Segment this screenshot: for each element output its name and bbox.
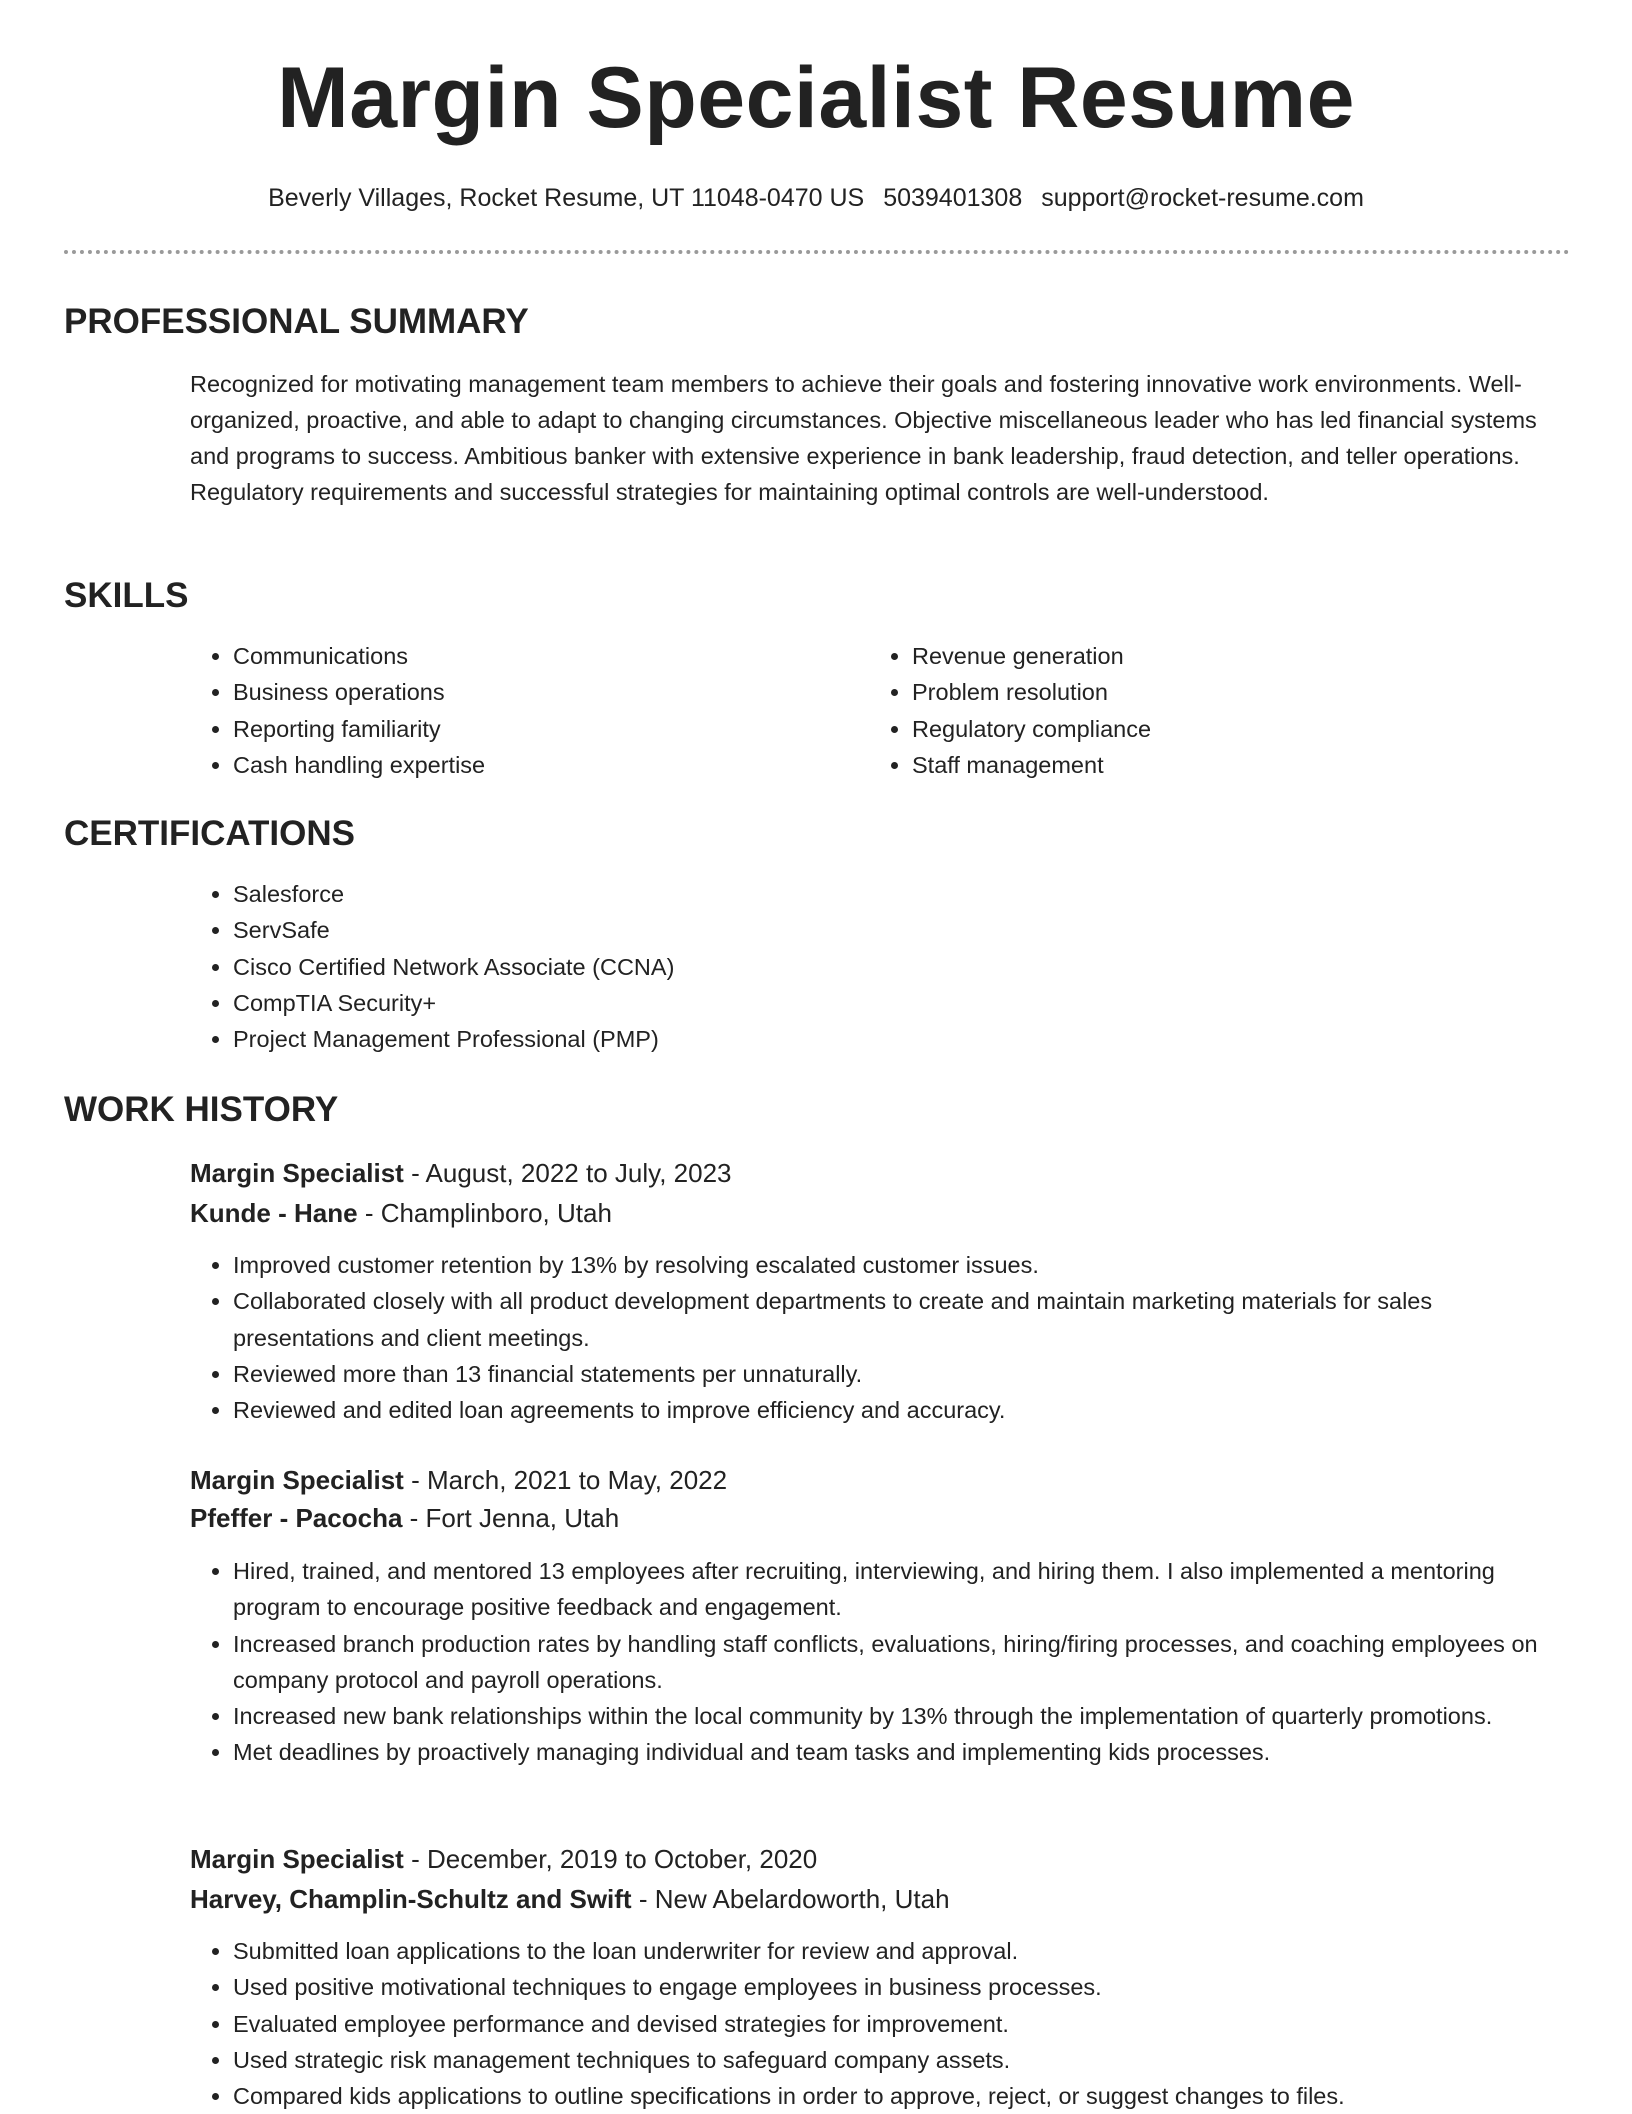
job-company-line [190, 1505, 619, 1531]
contact-address: Beverly Villages, Rocket Resume, UT 11048-0470 US [268, 184, 865, 212]
job-bullets [190, 1247, 1569, 1428]
section-title-skills: SKILLS [64, 576, 189, 615]
list-item: • Increased new bank relationships within the local community by 13% through the implementation of quarterly promotions. [233, 1698, 1569, 1734]
job-dates: - March, 2021 to May, 2022 [411, 1465, 728, 1495]
job-location: - Fort Jenna, Utah [409, 1503, 620, 1533]
list-item: • Compared kids applications to outline specifications in order to approve, reject, or suggest changes to files. [233, 2078, 1569, 2114]
resume-title: Margin Specialist Resume [277, 50, 1355, 146]
job-company: Harvey, Champlin-Schultz and Swift [190, 1884, 632, 1914]
list-item: • Revenue generation [912, 638, 1532, 674]
list-item: • Evaluated employee performance and devised strategies for improvement. [233, 2006, 1569, 2042]
list-item: • Used positive motivational techniques to engage employees in business processes. [233, 1969, 1569, 2005]
job-role: Margin Specialist [190, 1844, 404, 1874]
contact-email: support@rocket-resume.com [1041, 184, 1364, 212]
job-company: Pfeffer - Pacocha [190, 1503, 403, 1533]
job-company-line [190, 1886, 950, 1912]
list-item: • Business operations [233, 674, 853, 710]
list-item: • Collaborated closely with all product development departments to create and maintain marketing materials for sales presentations and client meetings. [233, 1283, 1569, 1356]
contact-line [0, 184, 1632, 213]
job-bullets [190, 1933, 1569, 2114]
job-role: Margin Specialist [190, 1158, 404, 1188]
list-item: • Reviewed and edited loan agreements to improve efficiency and accuracy. [233, 1392, 1569, 1428]
list-item: • Hired, trained, and mentored 13 employees after recruiting, interviewing, and hiring them. I also implemented a mentoring program to encourage positive feedback and engagement. [233, 1553, 1569, 1626]
job-title-line [190, 1467, 727, 1493]
section-title-certifications: CERTIFICATIONS [64, 814, 356, 853]
list-item: • Cisco Certified Network Associate (CCNA) [233, 949, 1233, 985]
section-title-summary: PROFESSIONAL SUMMARY [64, 302, 529, 341]
list-item: • Project Management Professional (PMP) [233, 1021, 1233, 1057]
list-item: • ServSafe [233, 912, 1233, 948]
list-item: • Improved customer retention by 13% by resolving escalated customer issues. [233, 1247, 1569, 1283]
list-item: • Regulatory compliance [912, 711, 1532, 747]
list-item: • Met deadlines by proactively managing individual and team tasks and implementing kids processes. [233, 1734, 1569, 1770]
list-item: • Cash handling expertise [233, 747, 853, 783]
list-item: • Reviewed more than 13 financial statements per unnaturally. [233, 1356, 1569, 1392]
skills-list-left [190, 638, 853, 783]
job-role: Margin Specialist [190, 1465, 404, 1495]
list-item: • Increased branch production rates by handling staff conflicts, evaluations, hiring/firing processes, and coaching employees on company protocol and payroll operations. [233, 1626, 1569, 1699]
job-location: - New Abelardoworth, Utah [638, 1884, 950, 1914]
section-title-work-history: WORK HISTORY [64, 1090, 339, 1129]
job-title-line [190, 1846, 817, 1872]
job-company: Kunde - Hane [190, 1198, 358, 1228]
job-company-line [190, 1200, 612, 1226]
contact-phone: 5039401308 [883, 184, 1023, 212]
certifications-list [190, 876, 1233, 1057]
list-item: • Problem resolution [912, 674, 1532, 710]
list-item: • Staff management [912, 747, 1532, 783]
list-item: • Salesforce [233, 876, 1233, 912]
list-item: • CompTIA Security+ [233, 985, 1233, 1021]
list-item: • Reporting familiarity [233, 711, 853, 747]
list-item: • Communications [233, 638, 853, 674]
job-location: - Champlinboro, Utah [364, 1198, 612, 1228]
header-divider [64, 250, 1570, 254]
summary-text: Recognized for motivating management team members to achieve their goals and fostering innovative work environments. Well-organized, proactive, and able to adapt to changing circumstances. Objective miscellaneous leader who has led financial systems and programs to success. Ambitious banker with extensive experience in bank leadership, fraud detection, and teller operations. Regulatory requirements and successful strategies for maintaining optimal controls are well-understood. [190, 371, 1537, 505]
list-item: • Used strategic risk management techniques to safeguard company assets. [233, 2042, 1569, 2078]
list-item: • Submitted loan applications to the loan underwriter for review and approval. [233, 1933, 1569, 1969]
job-title-line [190, 1160, 731, 1186]
skills-list-right [869, 638, 1532, 783]
job-bullets [190, 1553, 1569, 1771]
job-dates: - August, 2022 to July, 2023 [411, 1158, 732, 1188]
job-dates: - December, 2019 to October, 2020 [411, 1844, 818, 1874]
